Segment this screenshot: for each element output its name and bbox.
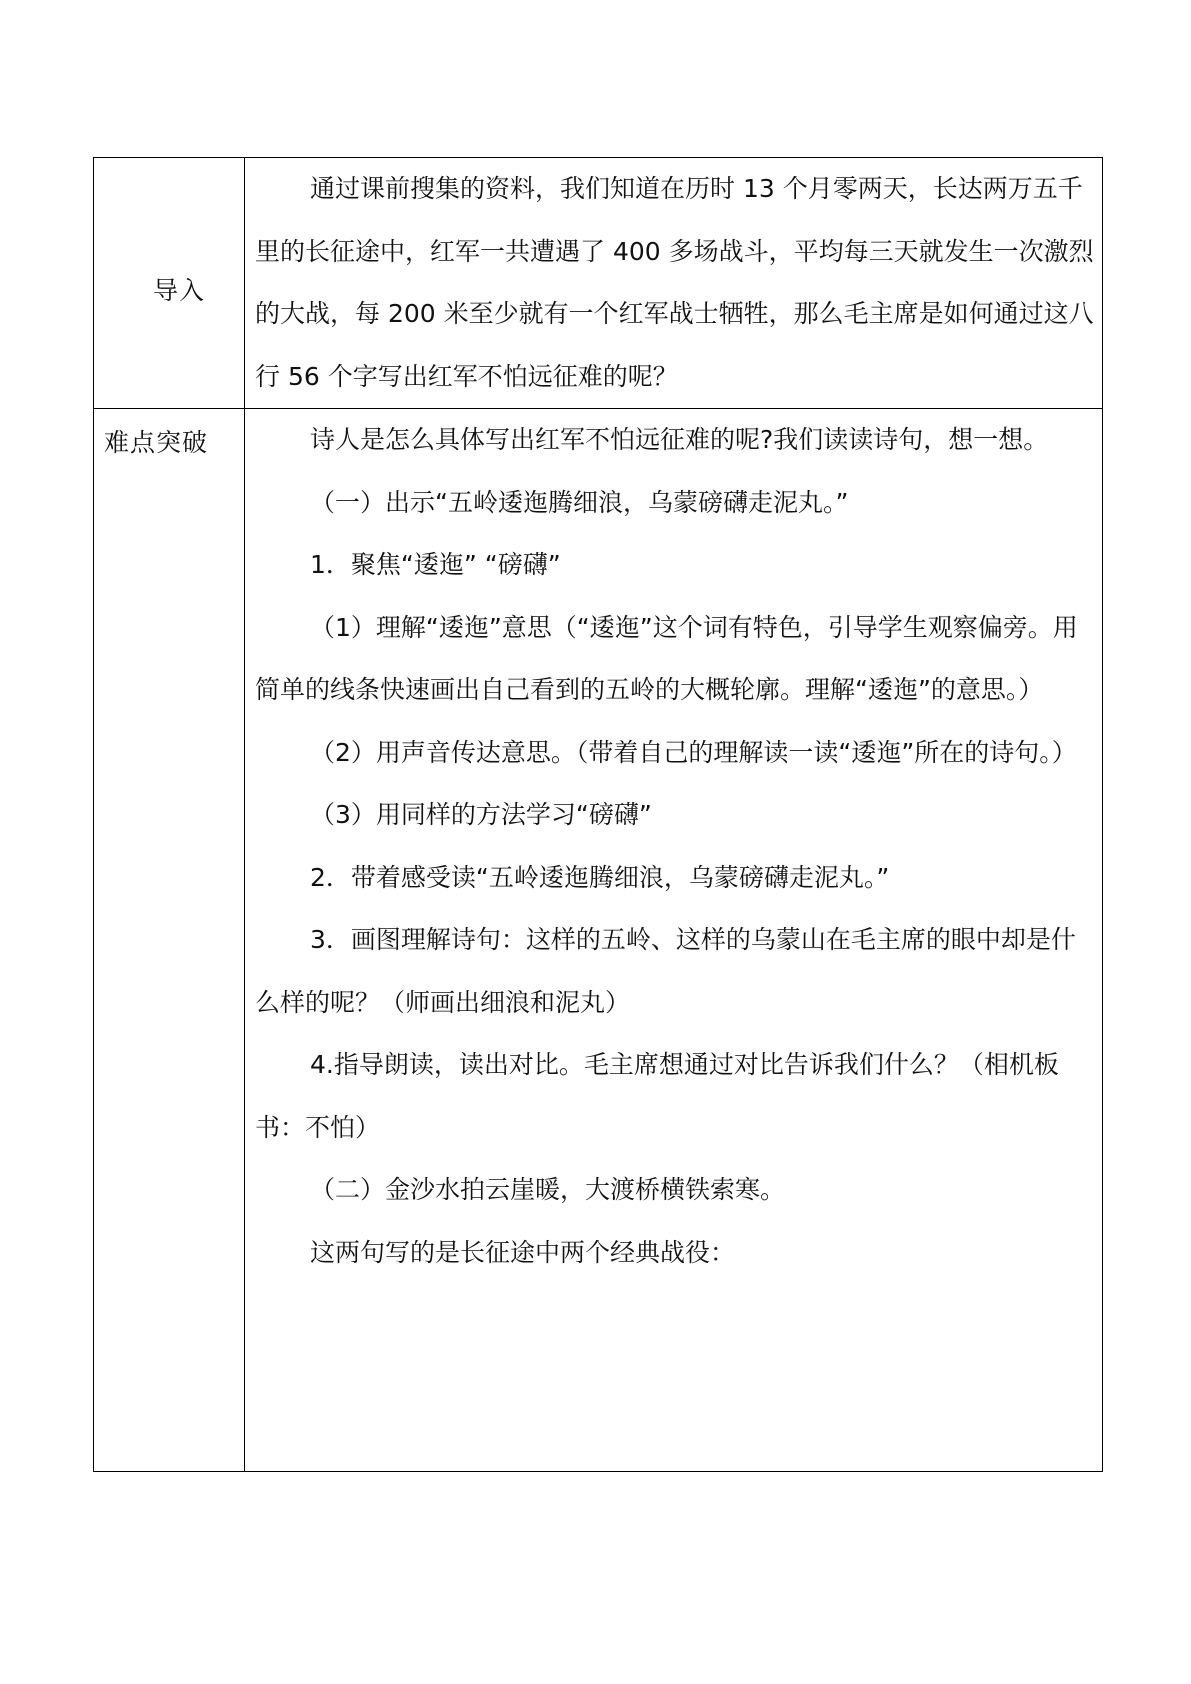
paragraph: （二）金沙水拍云崖暖，大渡桥横铁索寒。 [310,1175,786,1204]
row-label-cell [94,158,245,409]
row-label-difficulty: 难点突破 [104,428,209,457]
paragraph: 3．画图理解诗句：这样的五岭、这样的乌蒙山在毛主席的眼中却是什么样的呢？（师画出细浪和泥丸） [255,925,1076,1017]
paragraph: （2）用声音传达意思。（带着自己的理解读一读“逶迤”所在的诗句。） [310,737,1077,767]
lesson-plan-table [93,157,1103,1472]
intro-paragraph: 通过课前搜集的资料，我们知道在历时 13 个月零两天，长达两万五千里的长征途中，红军一共遭遇了 400 多场战斗，平均每三天就发生一次激烈的大战，每 200 米至少就有一个红军战士牺牲，那么毛主席是如何通过这八行 56 个字写出红军不怕远征难的呢？ [255,174,1094,391]
row-content-cell [245,409,1103,1472]
paragraph: （一）出示“五岭逶迤腾细浪，乌蒙磅礴走泥丸。” [310,487,849,517]
intro-content [245,158,1102,408]
row-label-cell [94,409,245,1472]
row-content-cell [245,158,1103,409]
paragraph: 2．带着感受读“五岭逶迤腾细浪，乌蒙磅礴走泥丸。” [310,862,890,892]
table-row-difficulty [94,409,1103,1472]
paragraph: （3）用同样的方法学习“磅礴” [310,800,652,829]
paragraph: 诗人是怎么具体写出红军不怕远征难的呢?我们读读诗句，想一想。 [310,425,1049,454]
difficulty-content [245,409,1102,1471]
paragraph: 1．聚焦“逶迤” “磅礴” [310,550,561,579]
paragraph: 4.指导朗读，读出对比。毛主席想通过对比告诉我们什么？（相机板书：不怕） [255,1050,1059,1142]
paragraph: 这两句写的是长征途中两个经典战役： [310,1237,736,1267]
table-row-intro [94,158,1103,409]
row-label-intro: 导入 [152,276,205,305]
paragraph: （1）理解“逶迤”意思（“逶迤”这个词有特色，引导学生观察偏旁。用简单的线条快速画出自己看到的五岭的大概轮廓。理解“逶迤”的意思。） [255,612,1078,704]
